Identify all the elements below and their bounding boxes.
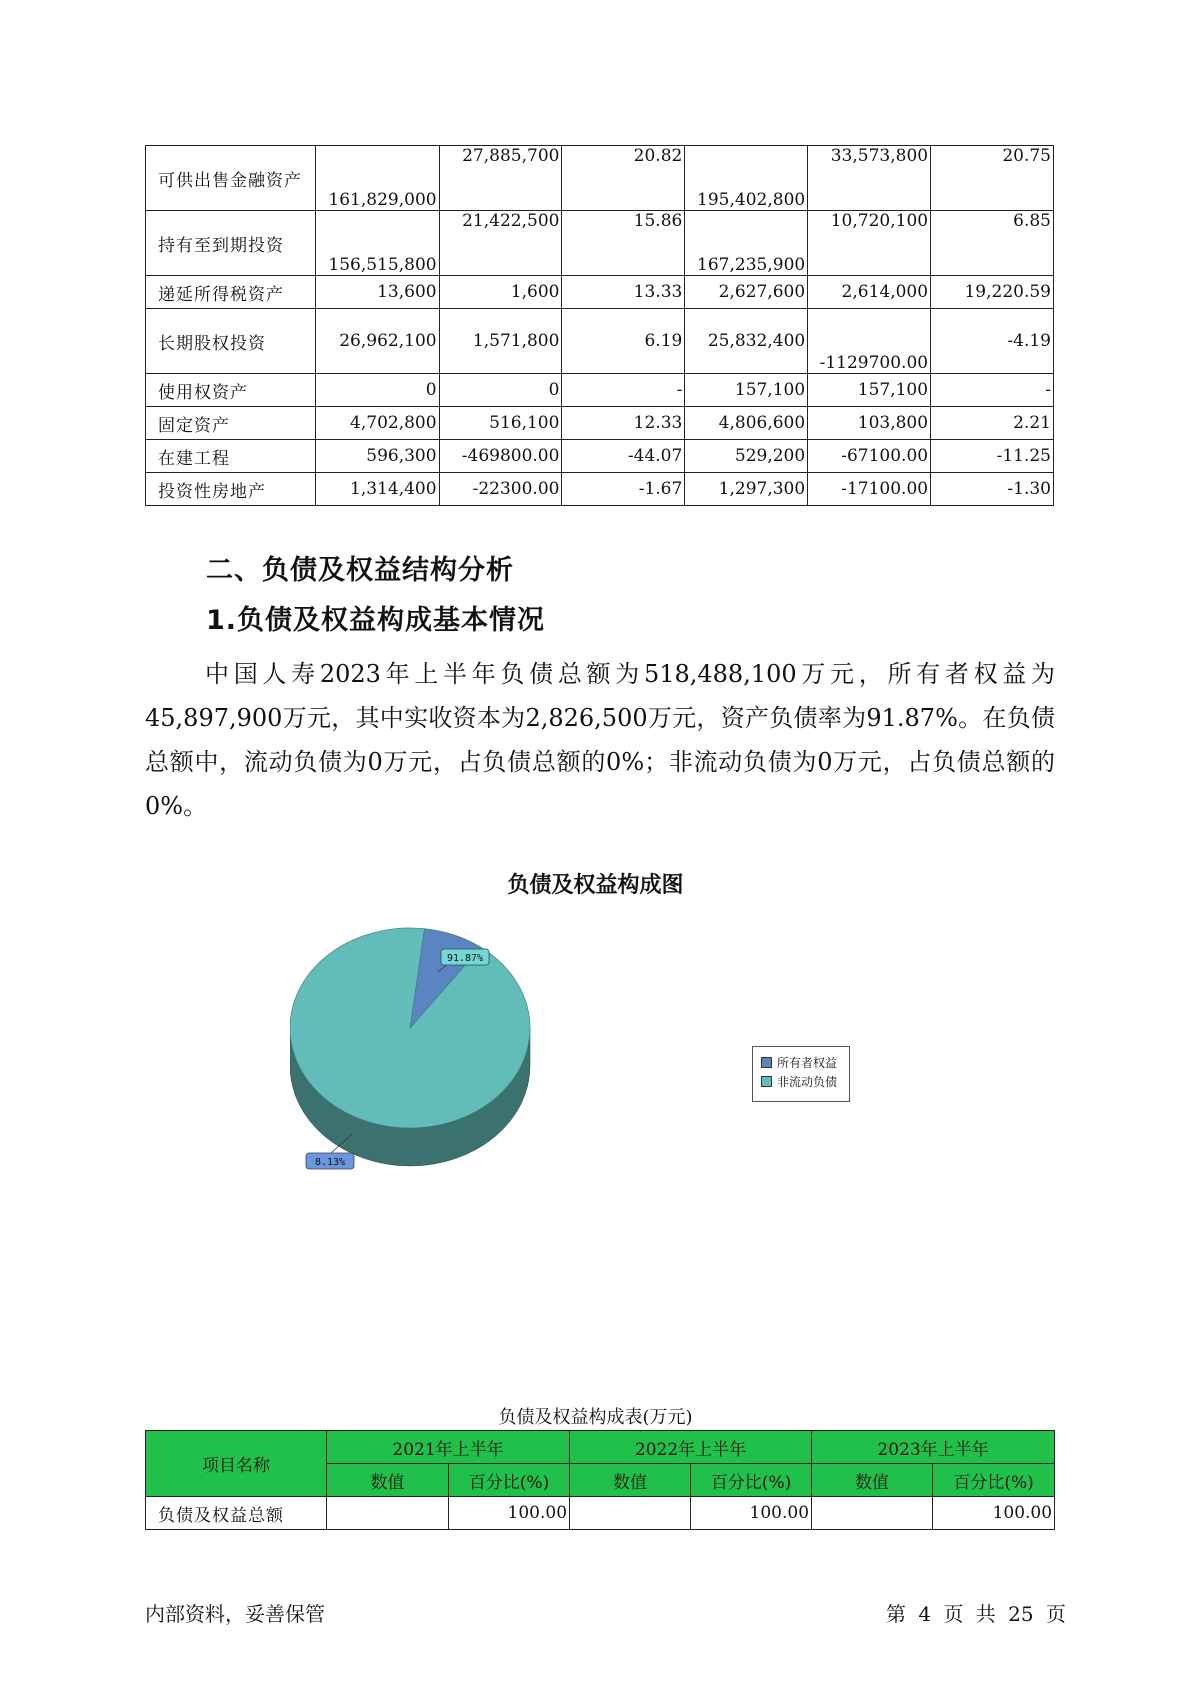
table-cell: -17100.00: [808, 473, 931, 506]
col-header-pct: 百分比(%): [449, 1464, 570, 1497]
data-label: 91.87%: [446, 953, 484, 964]
table-cell: 195,402,800: [685, 146, 808, 211]
col-header-period: 2023年上半年: [812, 1431, 1055, 1464]
table-cell: -1.67: [562, 473, 685, 506]
legend-label: 所有者权益: [777, 1056, 838, 1070]
row-label: 在建工程: [146, 440, 316, 473]
col-header-period: 2021年上半年: [327, 1431, 570, 1464]
table-cell: 26,962,100: [315, 309, 439, 374]
table-cell: 20.82: [562, 146, 685, 211]
table-cell: -: [931, 374, 1054, 407]
table-cell: -22300.00: [439, 473, 562, 506]
table-cell: 596,300: [315, 440, 439, 473]
table-cell: 10,720,100: [808, 211, 931, 276]
table-cell: 1,571,800: [439, 309, 562, 374]
table-cell: 27,885,700: [439, 146, 562, 211]
row-label: 负债及权益总额: [146, 1497, 327, 1530]
table-row: [146, 211, 1054, 276]
table-cell: 529,200: [685, 440, 808, 473]
table-cell: 33,573,800: [808, 146, 931, 211]
table-cell: 21,422,500: [439, 211, 562, 276]
table-cell: -: [562, 374, 685, 407]
col-header-value: 数值: [570, 1464, 691, 1497]
legend-label: 非流动负债: [777, 1075, 838, 1089]
col-header-period: 2022年上半年: [570, 1431, 812, 1464]
table-cell: 161,829,000: [315, 146, 439, 211]
table-cell: 1,297,300: [685, 473, 808, 506]
table-cell: -1129700.00: [808, 309, 931, 374]
table-cell: 6.19: [562, 309, 685, 374]
chart-legend: [752, 1046, 850, 1102]
col-header-value: 数值: [812, 1464, 933, 1497]
table-cell: 167,235,900: [685, 211, 808, 276]
table-cell: 2,627,600: [685, 276, 808, 309]
data-label: 8.13%: [314, 1157, 346, 1168]
table-row: [146, 374, 1054, 407]
table-row: [146, 440, 1054, 473]
page-number: 第 4 页 共 25 页: [886, 1602, 1066, 1626]
table-row: [146, 276, 1054, 309]
legend-swatch: [761, 1057, 772, 1068]
table-cell: [812, 1497, 933, 1530]
legend-item: [761, 1053, 841, 1072]
row-label: 长期股权投资: [146, 309, 316, 374]
table-cell: 0: [439, 374, 562, 407]
table-cell: 12.33: [562, 407, 685, 440]
table-cell: 156,515,800: [315, 211, 439, 276]
table-cell: 157,100: [808, 374, 931, 407]
row-label: 使用权资产: [146, 374, 316, 407]
col-header-pct: 百分比(%): [691, 1464, 812, 1497]
table-cell: 13,600: [315, 276, 439, 309]
liability-equity-table: [145, 1430, 1055, 1530]
table-cell: -469800.00: [439, 440, 562, 473]
table-cell: 13.33: [562, 276, 685, 309]
chart-title: 负债及权益构成图: [507, 873, 684, 898]
table-cell: 100.00: [933, 1497, 1055, 1530]
table-cell: 100.00: [691, 1497, 812, 1530]
table-cell: -44.07: [562, 440, 685, 473]
row-label: 持有至到期投资: [146, 211, 316, 276]
row-label: 可供出售金融资产: [146, 146, 316, 211]
table-cell: 516,100: [439, 407, 562, 440]
table-cell: [570, 1497, 691, 1530]
table-cell: 25,832,400: [685, 309, 808, 374]
table-cell: 157,100: [685, 374, 808, 407]
row-label: 投资性房地产: [146, 473, 316, 506]
header-row: [146, 1431, 1055, 1464]
row-label: 固定资产: [146, 407, 316, 440]
footer-note: 内部资料，妥善保管: [145, 1602, 325, 1626]
table-cell: 100.00: [449, 1497, 570, 1530]
table-cell: 4,702,800: [315, 407, 439, 440]
table-row: [146, 146, 1054, 211]
row-label: 递延所得税资产: [146, 276, 316, 309]
table-cell: 15.86: [562, 211, 685, 276]
table-cell: -11.25: [931, 440, 1054, 473]
table-row: [146, 309, 1054, 374]
table-cell: [327, 1497, 449, 1530]
table-row: [146, 407, 1054, 440]
legend-item: [761, 1072, 841, 1091]
table-cell: 1,600: [439, 276, 562, 309]
section-heading: 二、负债及权益结构分析: [206, 555, 514, 586]
asset-change-table: [145, 145, 1054, 506]
table-cell: -1.30: [931, 473, 1054, 506]
table-cell: 6.85: [931, 211, 1054, 276]
table-cell: 4,806,600: [685, 407, 808, 440]
col-header-value: 数值: [327, 1464, 449, 1497]
table-cell: 0: [315, 374, 439, 407]
table-cell: 19,220.59: [931, 276, 1054, 309]
col-header-item: 项目名称: [146, 1431, 327, 1497]
table-caption: 负债及权益构成表(万元): [498, 1407, 693, 1428]
table-cell: 20.75: [931, 146, 1054, 211]
summary-paragraph: 中国人寿2023年上半年负债总额为518,488,100万元，所有者权益为45,897,900万元，其中实收资本为2,826,500万元，资产负债率为91.87%。在负债总额中，流动负债为0万元，占负债总额的0%；非流动负债为0万元，占负债总额的0%。: [145, 660, 1055, 820]
table-cell: -4.19: [931, 309, 1054, 374]
pie-slice-1: [290, 928, 530, 1128]
table-cell: 1,314,400: [315, 473, 439, 506]
table-row: [146, 473, 1054, 506]
table-cell: 2.21: [931, 407, 1054, 440]
table-cell: 103,800: [808, 407, 931, 440]
table-row: [146, 1497, 1055, 1530]
table-cell: 2,614,000: [808, 276, 931, 309]
subsection-heading: 1.负债及权益构成基本情况: [206, 605, 546, 636]
table-cell: -67100.00: [808, 440, 931, 473]
legend-swatch: [761, 1076, 772, 1087]
col-header-pct: 百分比(%): [933, 1464, 1055, 1497]
